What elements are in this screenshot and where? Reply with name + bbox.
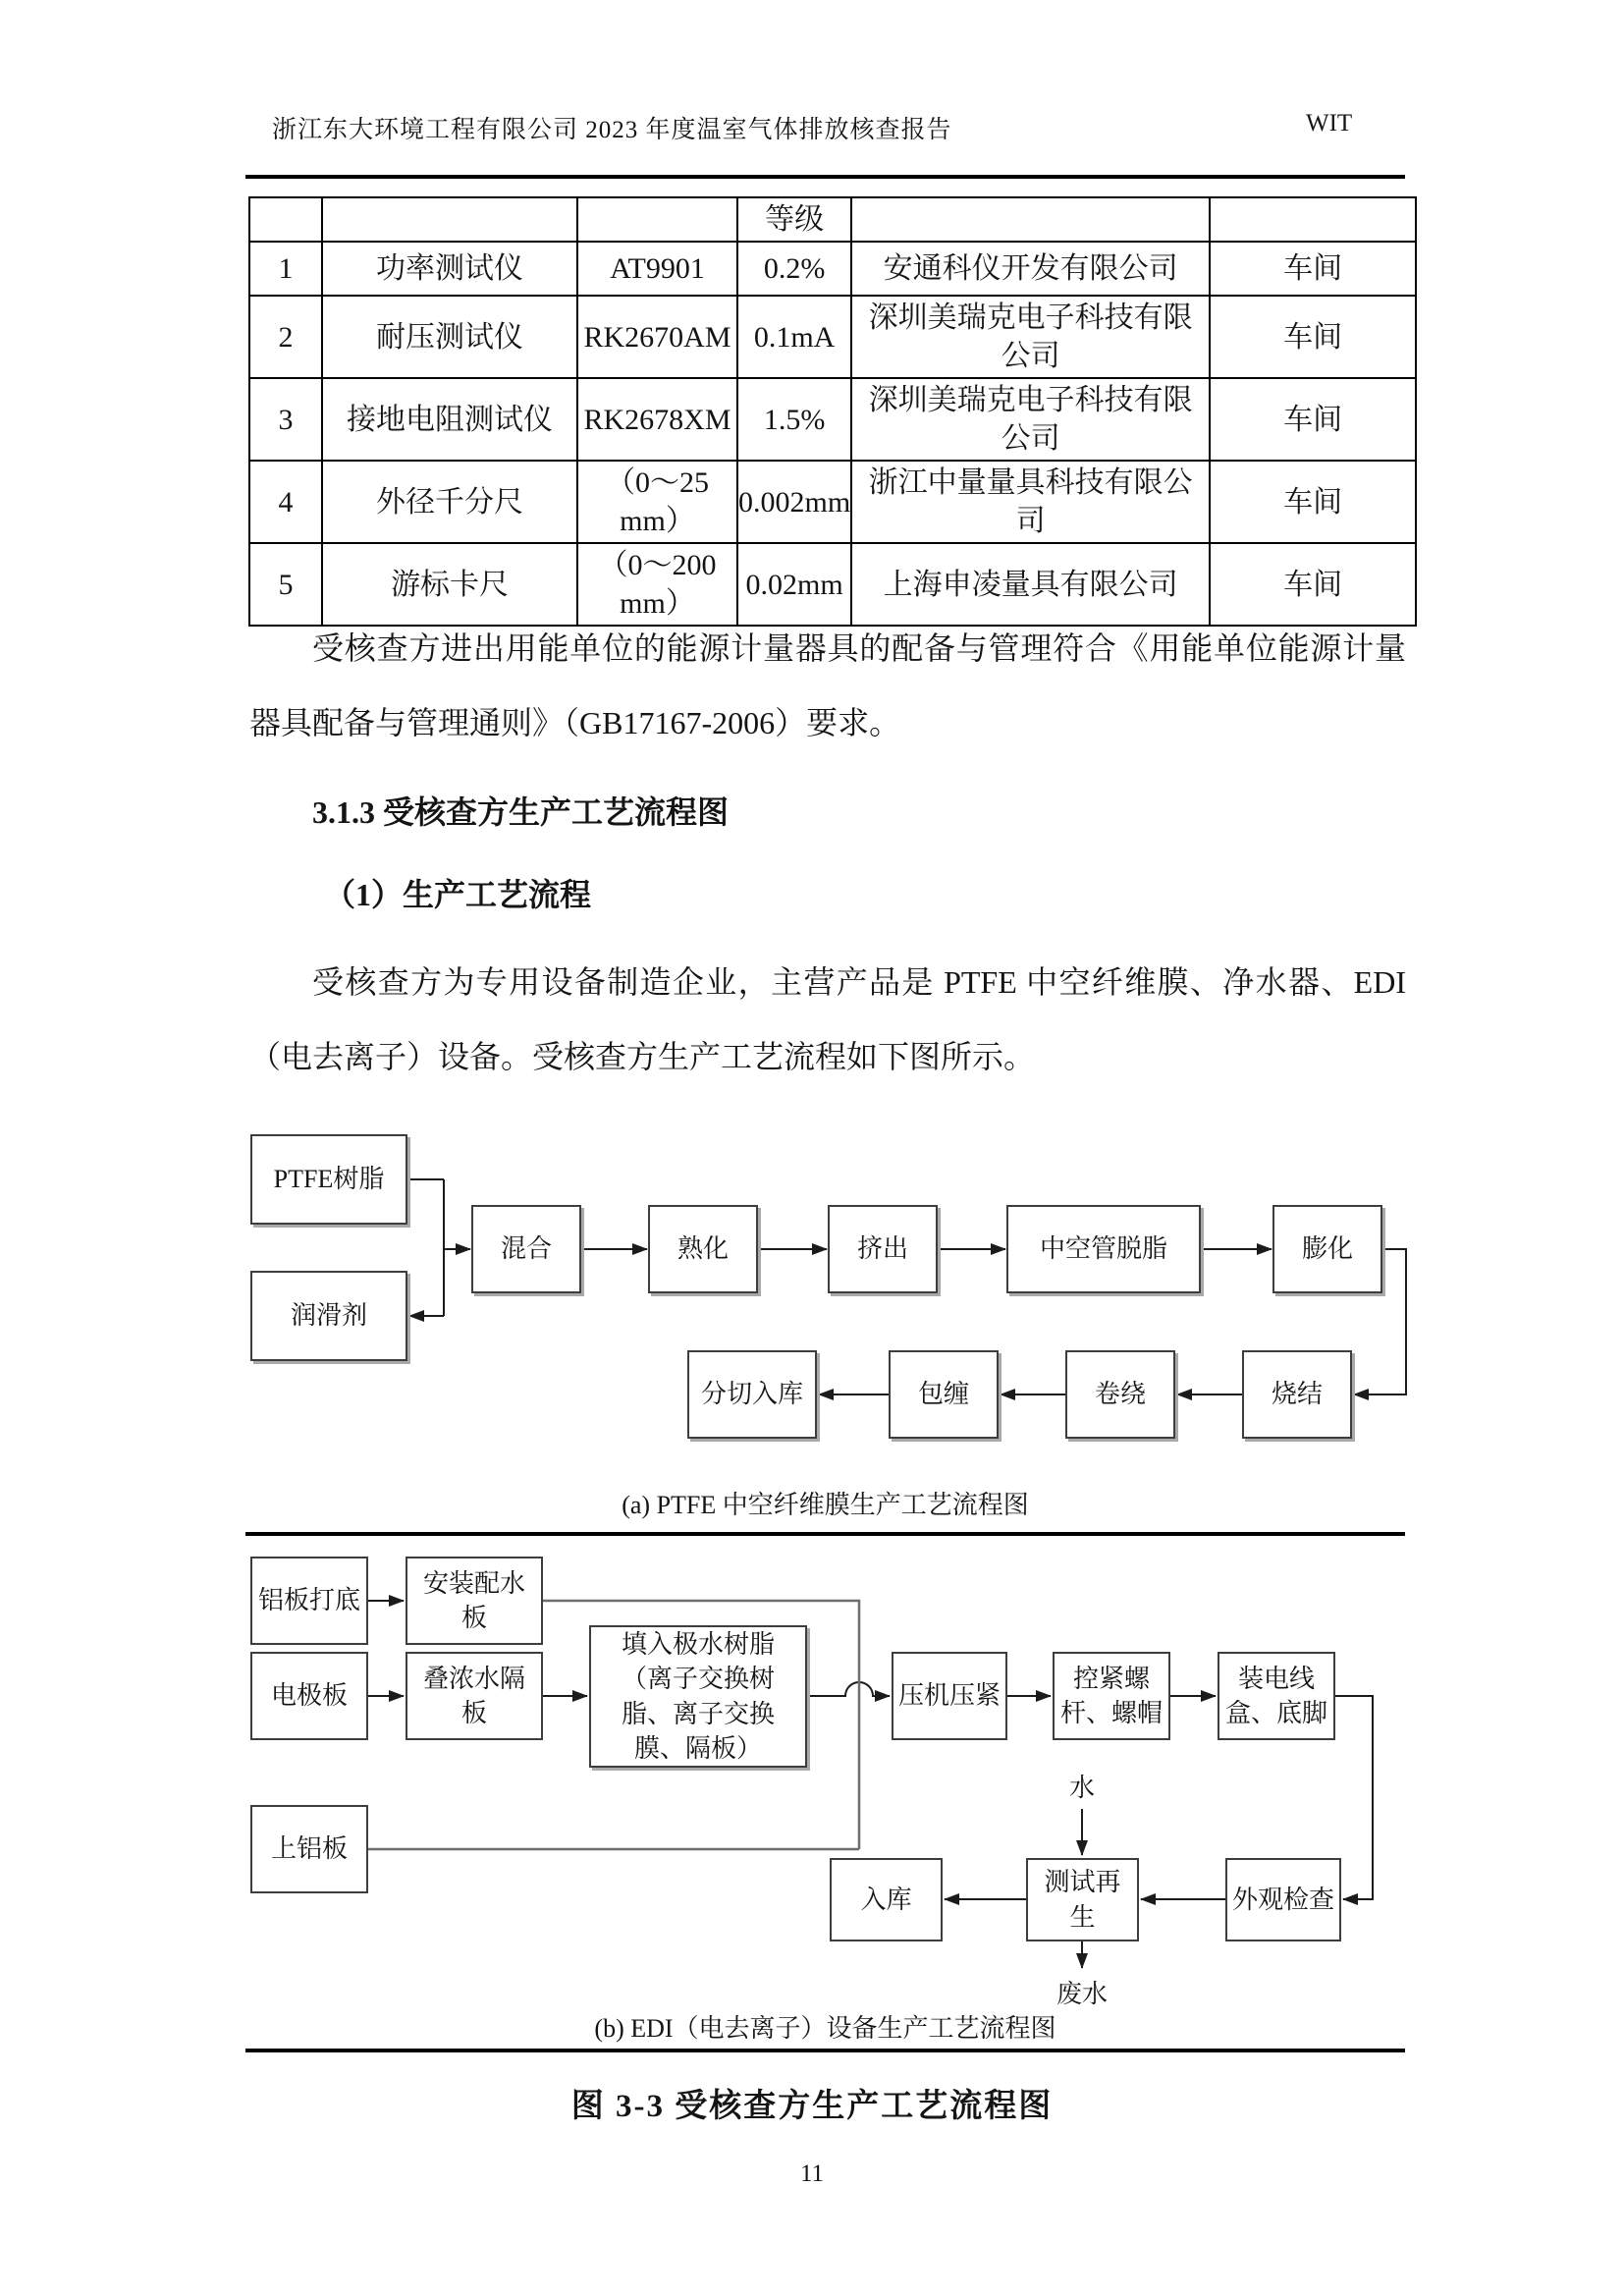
flow-a-node-extrude: 挤出 [828,1205,938,1293]
flow-a-node-mix: 混合 [471,1205,581,1293]
flow-b-node-fill-resin: 填入极水树脂（离子交换树脂、离子交换膜、隔板） [589,1625,807,1768]
flow-b-node-tighten: 控紧螺杆、螺帽 [1053,1652,1170,1740]
flow-a-node-ptfe-resin: PTFE树脂 [250,1134,407,1225]
flow-a-caption: (a) PTFE 中空纤维膜生产工艺流程图 [622,1491,1029,1519]
flow-b-node-top-al: 上铝板 [250,1805,368,1893]
table-row: 3 接地电阻测试仪 RK2678XM 1.5% 深圳美瑞克电子科技有限公司 车间 [249,378,1416,461]
flow-a-node-sinter: 烧结 [1242,1350,1352,1439]
flow-b-node-store: 入库 [830,1858,943,1941]
table-row: 等级 [249,197,1416,242]
paragraph-metering: 受核查方进出用能单位的能源计量器具的配备与管理符合《用能单位能源计量器具配备与管理通则》（GB17167-2006）要求。 [249,630,1406,740]
page-header-title: 浙江东大环境工程有限公司 2023 年度温室气体排放核查报告 [272,117,952,143]
paragraph-products: 受核查方为专用设备制造企业，主营产品是 PTFE 中空纤维膜、净水器、EDI（电去离子）设备。受核查方生产工艺流程如下图所示。 [249,964,1406,1074]
page-header-mark: WIT [1306,110,1353,137]
flow-b-label-wastewater: 废水 [1056,1980,1108,2008]
flow-b-node-wirebox: 装电线盒、底脚 [1218,1652,1335,1740]
table-row: 2 耐压测试仪 RK2670AM 0.1mA 深圳美瑞克电子科技有限公司 车间 [249,296,1416,378]
flow-a-node-cut-store: 分切入库 [687,1350,817,1439]
table-row: 5 游标卡尺 （0～200 mm） 0.02mm 上海申凌量具有限公司 车间 [249,543,1416,626]
flow-b-node-test-regen: 测试再生 [1026,1858,1139,1941]
page-number: 11 [799,2160,825,2187]
table-row: 4 外径千分尺 （0～25 mm） 0.002mm 浙江中量量具科技有限公司 车间 [249,461,1416,543]
flow-b-caption: (b) EDI（电去离子）设备生产工艺流程图 [594,2014,1056,2043]
flow-b-node-electrode: 电极板 [250,1652,368,1740]
flow-a-node-expand: 膨化 [1272,1205,1382,1293]
heading-process-flow: （1）生产工艺流程 [324,877,592,912]
flow-b-node-inspect: 外观检查 [1225,1858,1341,1941]
flow-b-label-water: 水 [1068,1774,1095,1802]
table-row: 1 功率测试仪 AT9901 0.2% 安通科仪开发有限公司 车间 [249,242,1416,296]
figure-3-3-caption: 图 3-3 受核查方生产工艺流程图 [570,2089,1054,2124]
flow-a-node-wrap: 包缠 [889,1350,999,1439]
flow-b-node-press: 压机压紧 [892,1652,1007,1740]
flow-a-node-lubricant: 润滑剂 [250,1271,407,1361]
flow-a-node-wind: 卷绕 [1065,1350,1175,1439]
flow-b-node-stack-divider: 叠浓水隔板 [406,1652,543,1740]
arrow-fillresin-to-press [807,1682,890,1696]
flow-a-node-degrease: 中空管脱脂 [1006,1205,1201,1293]
flow-b-node-install-plate: 安装配水板 [406,1557,543,1645]
flow-a-node-mature: 熟化 [648,1205,758,1293]
heading-3-1-3: 3.1.3 受核查方生产工艺流程图 [312,794,730,830]
flow-b-node-al-base: 铝板打底 [250,1557,368,1645]
